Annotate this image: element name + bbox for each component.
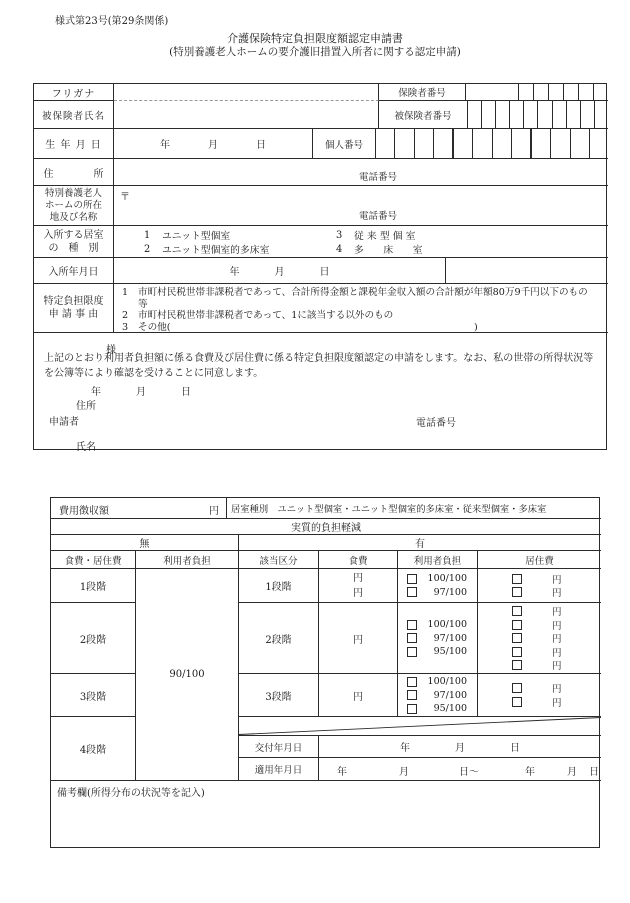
room-option-4-no: 4 [336,243,343,255]
reason-3-text: その他( [138,321,171,333]
digit-box [394,129,413,158]
housing-option [478,572,601,586]
tier1-housing-cell [478,569,601,603]
home-location-input [114,186,608,226]
tier2-housing-cell [478,603,601,674]
tier2-food-cell: 円 [319,603,398,674]
admission-date-label: 入所年月日 [34,258,114,284]
declaration-text: 上記のとおり利用者負担額に係る食費及び居住費に係る特定負担限度額認定の申請をします。なお、私の世帯の所得状況等を公簿等により確認を受けることに同意します。 [44,353,594,379]
burden-option [398,586,477,600]
day-label: 日 [319,267,330,278]
postal-mark: 〒 [120,192,130,203]
room-type-label [34,226,114,258]
housing-option [478,695,601,709]
yen-label: 円 [552,607,562,618]
digit-box [452,129,472,158]
room-option-1 [144,228,269,242]
burden-ratio: 100/100 [427,619,467,630]
reason-3-no: 3 [122,321,129,333]
checkbox-icon [512,647,522,657]
digit-box [580,101,594,128]
diagonal-line [239,717,601,735]
tier2-burden-cell [398,603,478,674]
checkbox-icon [407,704,417,714]
burden-option [398,645,477,659]
yen-label: 円 [552,634,562,645]
burden-ratio: 97/100 [433,689,467,701]
yen-label: 円 [552,647,562,659]
digit-box [578,84,593,100]
checkbox-icon [512,660,522,670]
furigana-input [114,84,379,101]
yen-label: 円 [552,588,562,600]
furigana-label: フリガナ [34,84,114,101]
housing-option [478,658,601,672]
month-label: 月 [455,743,465,754]
room-option-2 [144,242,269,256]
checkbox-icon [512,683,522,693]
month-label: 月 [208,140,218,151]
col-header-housing: 居住費 [478,551,601,569]
digit-box [481,101,495,128]
yen-label: 円 [552,620,562,632]
checkbox-icon [407,587,417,597]
room-type-options [114,226,608,258]
burden-ratio: 95/100 [433,646,467,657]
burden-ratio: 97/100 [433,632,467,644]
day-to-label: 日～ [459,767,479,778]
reason-3-close-paren: ) [474,321,478,333]
reason-1-no: 1 [122,287,129,298]
form-number: 様式第23号(第29条関係) [55,16,169,27]
col-header-user-burden: 利用者負担 [136,551,239,569]
reason-option-3 [122,322,608,334]
digit-box [472,129,491,158]
checkbox-icon [407,690,417,700]
fee-table [50,497,600,848]
address-label: 住 所 [34,159,114,186]
home-label-line2: ホームの所在 [44,199,102,211]
digit-box [495,101,509,128]
burden-option [398,688,477,702]
remarks-label: 備考欄(所得分布の状況等を記入) [57,788,205,799]
reason-option-2 [122,310,608,322]
digit-box [570,129,589,158]
digit-box [537,101,551,128]
reason-1-continuation: 等 [138,298,148,310]
checkbox-icon [512,620,522,630]
checkbox-icon [407,677,417,687]
digit-box [376,129,394,158]
insurer-number-label: 保険者番号 [379,84,466,101]
user-burden-ratio-90: 90/100 [136,569,239,781]
diagonal-strikeout-cell [239,717,601,736]
phone-number-label: 電話番号 [416,418,456,429]
tier2-left-label: 2段階 [51,603,136,674]
reason-label-line1: 特定負担限度 [43,296,104,307]
digit-box [593,84,608,100]
admission-date-value [114,258,446,284]
housing-option [478,631,601,645]
housing-option [478,682,601,696]
tier3-burden-cell [398,674,478,717]
tier1-left-label: 1段階 [51,569,136,603]
page-subtitle: (特別養護老人ホームの要介護旧措置入所者に関する認定申請) [169,46,461,58]
yen-label: 円 [552,697,562,709]
personal-number-boxes [376,129,608,159]
issue-date-value [319,736,601,758]
declaration-date [91,383,191,398]
yen-label: 円 [552,661,562,672]
col-header-user-burden2: 利用者負担 [398,551,478,569]
burden-ratio: 95/100 [433,703,467,714]
insured-number-label: 被保険者番号 [379,101,468,129]
col-header-food-housing: 食費・居住費 [51,551,136,569]
admission-date-extra [446,258,608,284]
tier3-left-label: 3段階 [51,674,136,717]
room-option-2-label: ユニット型個室的多床室 [162,245,270,256]
digit-box [492,129,511,158]
room-label-line2: の 種 別 [48,242,99,254]
digit-box [433,129,452,158]
col-header-food: 食費 [319,551,398,569]
applicant-name-label: 氏名 [76,442,96,453]
tier4-left-label: 4段階 [51,717,136,781]
address-input [114,159,608,186]
burden-option [398,618,477,632]
burden-ratio: 97/100 [433,586,467,598]
day-label: 日 [181,387,191,398]
digit-box [530,129,550,158]
year-label: 年 [229,267,240,278]
col-header-category: 該当区分 [239,551,319,569]
digit-box [566,101,580,128]
fee-amount-cell [51,498,227,519]
year-label: 年 [337,767,347,778]
personal-number-label: 個人番号 [313,129,376,159]
insured-name-label: 被保険者氏名 [34,101,114,129]
burden-ratio: 100/100 [427,676,467,687]
burden-option [398,631,477,645]
month-label: 月 [399,767,409,778]
application-reason-label [34,284,114,333]
reason-2-no: 2 [122,310,129,321]
applicant-table [33,83,607,453]
tier2-category: 2段階 [239,603,319,674]
reduction-none-header: 無 [51,535,239,551]
housing-option [478,586,601,600]
checkbox-icon [407,620,417,630]
home-location-label [34,186,114,226]
month-label: 月 [567,767,577,778]
burden-option [398,675,477,689]
housing-option [478,618,601,632]
checkbox-icon [512,587,522,597]
declaration-section [34,333,608,451]
digit-box [533,84,548,100]
digit-box [589,129,608,158]
checkbox-icon [407,647,417,657]
apply-date-label: 適用年月日 [239,758,319,781]
checkbox-icon [512,606,522,616]
burden-option [398,702,477,716]
home-label-line3: 地及び名称 [49,211,98,223]
room-option-1-no: 1 [144,229,151,241]
reduction-yes-header: 有 [239,535,601,551]
phone-number-label: 電話番号 [359,172,398,183]
reason-label-line2: 申 請 事 由 [48,309,99,320]
room-option-4 [336,242,423,256]
room-option-3-no: 3 [336,229,343,241]
room-label-line1: 入所する居室 [43,229,104,241]
year-label: 年 [525,767,535,778]
insurer-number-blank [466,84,519,101]
yen-label: 円 [209,506,219,517]
digit-box [519,84,533,100]
digit-box [511,129,530,158]
digit-box [509,101,523,128]
digit-box [550,129,569,158]
year-label: 年 [91,387,101,398]
room-option-3-label: 従 来 型 個 室 [354,231,416,242]
checkbox-icon [512,697,522,707]
reason-2-text: 市町村民税世帯非課税者であって、1に該当する以外のもの [138,310,394,321]
digit-box [594,101,608,128]
applicant-label: 申請者 [49,417,79,428]
yen-label: 円 [552,574,562,586]
digit-box [548,84,563,100]
burden-option [398,572,477,586]
room-option-1-label: ユニット型個室 [162,231,231,242]
tier1-burden-cell [398,569,478,603]
housing-option [478,645,601,659]
digit-box [414,129,433,158]
insured-name-input [114,101,379,129]
reason-1-text: 市町村民税世帯非課税者であって、合計所得金額と課税年金収入額の合計額が年額80万9千円以下のもの [138,287,588,298]
room-option-4-label: 多 床 室 [354,245,423,256]
checkbox-icon [407,633,417,643]
burden-ratio: 100/100 [427,573,467,585]
yen-label: 円 [353,587,363,599]
fee-amount-label: 費用徴収額 [59,506,109,517]
birthdate-value [114,129,313,159]
tier3-category: 3段階 [239,674,319,717]
digit-box [552,101,566,128]
day-label: 日 [589,767,599,778]
month-label: 月 [136,387,146,398]
room-type-summary: 居室種別 ユニット型個室・ユニット型個室的多床室・従来型個室・多床室 [227,498,601,519]
month-label: 月 [274,267,285,278]
reason-option-1 [122,287,608,299]
checkbox-icon [512,574,522,584]
yen-label: 円 [353,572,363,584]
application-reason-options [114,284,608,333]
applicant-address-label: 住所 [76,401,96,412]
day-label: 日 [510,743,520,754]
tier3-food-cell: 円 [319,674,398,717]
yen-label: 円 [552,684,562,696]
housing-option [478,604,601,618]
room-option-2-no: 2 [144,243,151,255]
tier1-category: 1段階 [239,569,319,603]
reduction-title: 実質的負担軽減 [51,519,601,535]
room-option-3 [336,228,423,242]
tier3-housing-cell [478,674,601,717]
checkbox-icon [512,633,522,643]
year-label: 年 [160,140,170,151]
digit-box [563,84,578,100]
tier1-food-cell [319,569,398,603]
apply-date-value [319,758,601,781]
year-label: 年 [400,743,410,754]
addressee-sama: 様 [106,345,116,356]
remarks-cell [51,781,601,849]
insurer-number-boxes [519,84,608,101]
day-label: 日 [256,140,266,151]
digit-box [468,101,481,128]
insured-number-boxes [468,101,608,129]
issue-date-label: 交付年月日 [239,736,319,758]
digit-box [523,101,537,128]
birthdate-label: 生 年 月 日 [34,129,114,159]
home-label-line1: 特別養護老人 [44,187,102,199]
phone-number-label: 電話番号 [359,211,398,222]
page-title: 介護保険特定負担限度額認定申請書 [227,32,403,45]
checkbox-icon [407,574,417,584]
